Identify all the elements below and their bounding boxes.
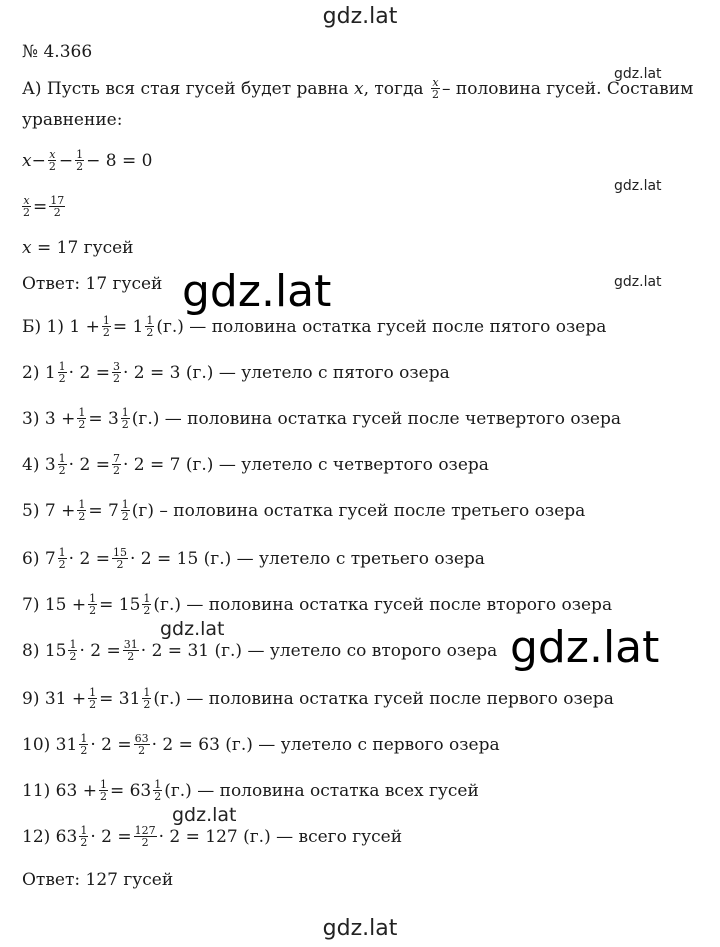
solution-step [22,732,500,757]
step-text: = 7 [88,500,119,521]
fraction-1-over-2: 1 2 [143,592,151,617]
fraction-1-over-2: $\frac{1}{2}$ [78,406,86,431]
step-text: · 2 = [79,640,121,661]
step-text: · 2 = 3 (г.) — улетело с пятого озера [122,362,450,383]
step-text: 7) 15 + [22,594,87,615]
step-text: 2) 1 [22,362,56,383]
intro-text: – половина гусей. Составим [441,78,694,99]
step-text: · 2 = [90,734,132,755]
step-text: · 2 = [68,548,110,569]
step-text: 10) 31 [22,734,78,755]
watermark-top: gdz.lat [322,4,398,29]
watermark-small: gdz.lat [614,274,662,290]
fraction-1-over-2: $\frac{1}{2}$ [89,686,97,711]
intro-text: , тогда [363,78,424,99]
fraction-1-over-2: 1 2 [121,406,129,431]
step-text: · 2 = 127 (г.) — всего гусей [158,826,403,847]
solution-step [22,546,485,571]
fraction-1-over-2: 1 2 [143,686,151,711]
step-text: · 2 = 63 (г.) — улетело с первого озера [151,734,500,755]
step-text: · 2 = 31 (г.) — улетело со второго озера [140,640,498,661]
equation-3: x = 17 гусей [22,238,134,258]
step-text: · 2 = [68,454,110,475]
step-text: (г.) — половина остатка всех гусей [164,780,479,801]
part-a-intro [22,76,693,101]
fraction-1-over-2: $\frac{1}{2}$ [89,592,97,617]
solution-step [22,360,450,385]
fraction-x-over-2: x 2 [431,76,439,101]
fraction-17-over-2: $\frac{17}{2}$ [50,194,65,219]
watermark-small: gdz.lat [614,66,662,82]
watermark-bottom: gdz.lat [322,916,398,941]
fraction-1-over-2: 1 2 [69,638,77,663]
equation-2: $\frac{x}{2}$ = $\frac{17}{2}$ [23,194,65,219]
solution-step [22,452,489,477]
intro-text: А) Пусть вся стая гусей будет равна [22,78,349,99]
step-text: 8) 15 [22,640,67,661]
step-text: 9) 31 + [22,688,87,709]
step-text: 5) 7 + [22,500,76,521]
part-a-intro-cont: уравнение: [22,110,123,130]
fraction-improper: $\frac{127}{2}$ [134,824,156,849]
solution-step [22,498,585,523]
step-text: (г.) — половина остатка гусей после первого озера [153,688,614,709]
fraction-improper: $\frac{15}{2}$ [112,546,127,571]
solution-step [22,686,614,711]
watermark-big: gdz.lat [510,622,660,673]
fraction-x-over-2: $\frac{x}{2}$ [23,194,30,219]
step-text: · 2 = [90,826,132,847]
step-text: = 31 [99,688,141,709]
fraction-1-over-2: $\frac{1}{2}$ [99,778,107,803]
fraction-1-over-2: $\frac{1}{2}$ [102,314,110,339]
variable-x: x [354,78,364,99]
problem-number: № 4.366 [22,42,93,62]
step-text: (г.) — половина остатка гусей после второго озера [153,594,613,615]
fraction-improper: $\frac{31}{2}$ [123,638,138,663]
fraction-improper: $\frac{3}{2}$ [112,360,120,385]
step-text: (г) – половина остатка гусей после третьего озера [131,500,586,521]
fraction-improper: $\frac{63}{2}$ [134,732,149,757]
step-text: = 3 [88,408,119,429]
fraction-1-over-2: 1 2 [121,498,129,523]
step-text: Б) 1) 1 + [22,316,100,337]
fraction-improper: $\frac{7}{2}$ [112,452,120,477]
step-text: (г.) — половина остатка гусей после пятого озера [156,316,607,337]
watermark-small: gdz.lat [160,618,225,640]
watermark-small: gdz.lat [614,178,662,194]
solution-step [22,638,497,663]
fraction-x-over-2: $\frac{x}{2}$ [48,148,56,173]
fraction-1-over-2: 1 2 [80,824,88,849]
fraction-1-over-2: $\frac{1}{2}$ [78,498,86,523]
solution-step [22,592,612,617]
fraction-1-over-2: 1 2 [80,732,88,757]
fraction-1-over-2: 1 2 [58,546,66,571]
step-text: = 1 [112,316,144,337]
step-text: · 2 = [68,362,110,383]
step-text: 6) 7 [22,548,56,569]
solution-step [22,778,479,803]
solution-step [22,314,606,339]
fraction-1-over-2: 1 2 [58,452,66,477]
answer-a: Ответ: 17 гусей [22,274,163,294]
step-text: 12) 63 [22,826,78,847]
fraction-1-over-2: 1 2 [154,778,162,803]
watermark-small: gdz.lat [172,804,237,826]
equation-1: x − $\frac{x}{2}$ − $\frac{1}{2}$ − 8 = 0 [22,148,153,173]
step-text: = 63 [109,780,152,801]
step-text: (г.) — половина остатка гусей после четвертого озера [131,408,621,429]
answer-b: Ответ: 127 гусей [22,870,174,890]
step-text: · 2 = 7 (г.) — улетело с четвертого озера [122,454,489,475]
watermark-big: gdz.lat [182,266,332,317]
fraction-1-over-2: 1 2 [146,314,154,339]
solution-step [22,406,621,431]
solution-step [22,824,402,849]
step-text: 3) 3 + [22,408,76,429]
fraction-1-over-2: $\frac{1}{2}$ [76,148,84,173]
step-text: 4) 3 [22,454,56,475]
step-text: · 2 = 15 (г.) — улетело с третьего озера [129,548,485,569]
fraction-1-over-2: 1 2 [58,360,66,385]
step-text: 11) 63 + [22,780,97,801]
step-text: = 15 [99,594,141,615]
